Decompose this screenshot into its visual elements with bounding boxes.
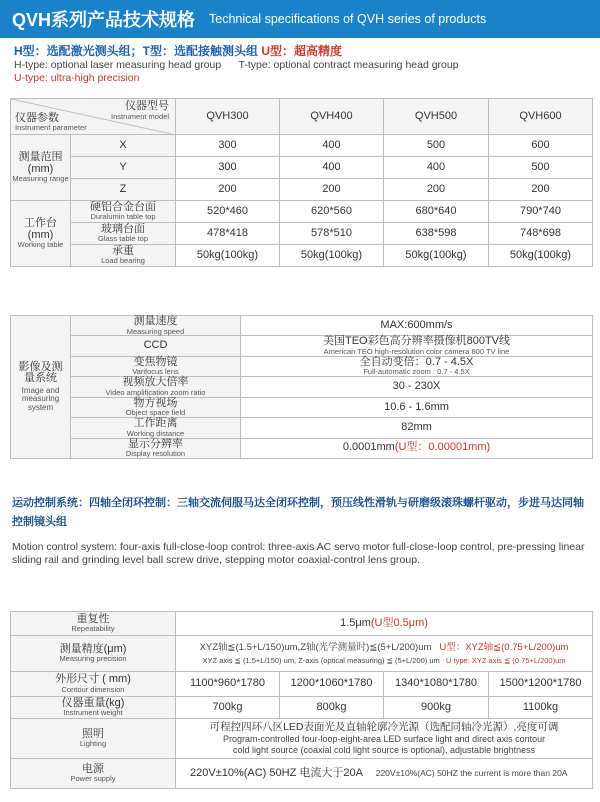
lighting-value [176,719,593,759]
table-row [11,612,593,636]
weight-value: 1100kg [489,697,593,719]
precision-line2: XYZ axis ≦ (1.5+L/150) um, Z-axis (optical measuring) ≦ (5+L/200) um [202,655,440,665]
model-col-header: QVH400 [280,99,384,135]
worktable-value: 578*510 [280,223,384,245]
table-row [11,759,593,789]
value-normal: 1.5μm [340,616,371,629]
type-legend-en-ht: H-type: optional laser measuring head group T-type: optional contract measuring head group [14,59,459,71]
row-label-en: Object space field [125,408,186,418]
general-row-label [11,697,176,719]
worktable-row-label [71,201,176,223]
table-row [11,201,593,223]
header-bar [0,0,600,38]
imaging-value [241,438,593,458]
imaging-value [241,356,593,376]
power-value-en: 220V±10%(AC) 50HZ the current is more than 20A [375,767,568,778]
dimension-value: 1340*1080*1780 [384,672,489,697]
row-label-en: Duralumin table top [90,212,156,222]
table-row [11,672,593,697]
type-legend-cn-ht: H型：选配激光测头组；T型：选配接触测头组 [14,44,258,58]
imaging-value: MAX:600mm/s [241,316,593,336]
precision-line1-u: U型：XYZ轴≦(0.75+L/200)um [439,641,569,653]
worktable-row-label [71,223,176,245]
precision-value [176,636,593,672]
imaging-row-label [71,316,241,336]
row-label-cn: 显示分辨率 [128,437,183,450]
row-label-cn: 玻璃台面 [101,222,145,235]
type-legend-cn-u: U型：超高精度 [261,44,343,58]
row-label-en: Display resolution [125,449,186,459]
range-label-cn: 测量范围 [18,151,63,164]
table-row [11,157,593,179]
model-param-header-cell [11,99,176,135]
param-header-en: Instrument parameter [15,123,87,133]
imaging-label-en: Image and measuring system [21,385,60,412]
worktable-value: 790*740 [489,201,593,223]
worktable-value: 50kg(100kg) [489,245,593,267]
worktable-value: 620*560 [280,201,384,223]
worktable-value: 748*698 [489,223,593,245]
row-label-en: Instrument weight [63,708,123,718]
worktable-group-label [11,201,71,267]
range-value: 600 [489,135,593,157]
weight-value: 900kg [384,697,489,719]
table-row [11,316,593,336]
table-row [11,356,593,376]
row-label-en: Working distance [126,428,185,438]
motion-control-text [12,494,592,567]
row-label-cn: 测量精度(μm) [59,642,127,655]
worktable-value: 50kg(100kg) [176,245,280,267]
spec-table-imaging [10,315,593,459]
table-row [11,377,593,397]
table-row [11,179,593,201]
table-row [11,223,593,245]
type-legend-cn [14,43,594,59]
header-title-cn: QVH系列产品技术规格 [12,10,196,30]
range-value: 400 [280,157,384,179]
range-value: 200 [176,179,280,201]
model-col-header: QVH300 [176,99,280,135]
row-label-cn: 物方视场 [133,396,178,409]
weight-value: 800kg [280,697,384,719]
row-label-en: Load bearing [101,256,145,266]
range-value: 200 [384,179,489,201]
row-label-en: Video amplification zoom ratio [105,387,206,397]
row-label-cn: 视频放大倍率 [122,376,189,389]
value-cn: 美国TEO彩色高分辨率摄像机800TV线 [322,335,511,348]
imaging-value: 30 - 230X [241,377,593,397]
imaging-group-label [11,316,71,459]
row-label-en: Glass table top [97,234,149,244]
row-label-cn: 重复性 [76,612,110,625]
row-label-en: Measuring precision [59,654,127,664]
dimension-value: 1500*1200*1780 [489,672,593,697]
row-label-cn: 测量速度 [133,315,178,327]
imaging-label-cn: 影像及测量系统 [18,360,63,385]
spec-table-models [10,98,593,267]
imaging-row-label [71,377,241,397]
motion-control-cn: 运动控制系统：四轴全闭环控制：三轴交流伺服马达全闭环控制，预压线性滑轨与研磨级滚珠螺杆驱动，步进马达同轴控制镜头组 [12,497,584,528]
precision-line2-u: U type: XYZ axis ≦ (0.75+L/200)um [446,655,566,665]
range-label-unit: (mm) [27,162,54,175]
motion-control-en: Motion control system: four-axis full-close-loop control: three-axis AC servo motor full-close-loop control, pre-pressing linear sliding rail and grinding level ball screw drive, stepping motor coaxial-control lens group. [12,541,585,566]
axis-label: X [71,135,176,157]
worktable-value: 680*640 [384,201,489,223]
row-label-cn: 照明 [82,727,104,740]
table-row [11,245,593,267]
repeatability-value [176,612,593,636]
spec-table-general [10,611,593,789]
model-header-en: Instrument model [111,111,169,121]
axis-label: Z [71,179,176,201]
row-label-cn: 变焦物镜 [133,355,178,368]
worktable-value: 478*418 [176,223,280,245]
value-normal: 0.0001mm [342,441,395,454]
param-header-cn: 仪器参数 [15,111,59,124]
imaging-value: 82mm [241,418,593,438]
imaging-row-label [71,418,241,438]
general-row-label [11,612,176,636]
general-row-label [11,672,176,697]
table-row [11,719,593,759]
row-label-cn: 承重 [112,244,134,257]
model-col-header: QVH500 [384,99,489,135]
worktable-value: 638*598 [384,223,489,245]
range-value: 500 [489,157,593,179]
row-label-en: Measuring speed [126,326,185,336]
table-row [11,636,593,672]
axis-label: Y [71,157,176,179]
row-label-cn: 硬铝合金台面 [90,200,156,213]
lighting-line3: cold light source (coaxial cold light source is optional), adjustable brightness [232,745,536,755]
precision-line1: XYZ轴≦(1.5+L/150)um,Z轴(光学测量时)≦(5+L/200)um [199,641,432,653]
type-legend-en-u: U-type: ultra-high precision [14,72,140,84]
general-row-label [11,759,176,789]
weight-value: 700kg [176,697,280,719]
table-row [11,336,593,356]
imaging-row-label [71,336,241,356]
imaging-row-label [71,397,241,417]
imaging-row-label [71,438,241,458]
row-label-en: Power supply [70,774,116,784]
power-value [176,759,593,789]
row-label-cn: CCD [143,339,168,352]
range-value: 300 [176,135,280,157]
power-value-cn: 220V±10%(AC) 50HZ 电流大于20A [190,766,363,779]
worktable-label-cn: 工作台 [24,217,57,230]
range-value: 300 [176,157,280,179]
value-cn: 全自动变倍：0.7 - 4.5X [359,355,474,368]
row-label-cn: 外形尺寸 ( mm) [55,673,131,686]
worktable-label-unit: (mm) [27,228,54,241]
table-row [11,397,593,417]
row-label-en: Varifocus lens [132,367,179,377]
range-value: 200 [489,179,593,201]
range-group-label [11,135,71,201]
value-u-type: (U型：0.00001mm) [394,441,491,454]
table-row [11,438,593,458]
dimension-value: 1200*1060*1780 [280,672,384,697]
value-en: American TEO high-resolution color camera 800 TV line [323,346,510,356]
table-row [11,135,593,157]
worktable-label-en: Working table [17,240,64,250]
worktable-row-label [71,245,176,267]
worktable-value: 50kg(100kg) [384,245,489,267]
row-label-en: Contour dimension [61,684,125,694]
range-value: 400 [280,135,384,157]
range-value: 200 [280,179,384,201]
range-label-en: Measuring range [12,174,69,184]
imaging-value: 10.6 - 1.6mm [241,397,593,417]
type-legend [14,43,594,85]
row-label-cn: 电源 [82,762,104,775]
worktable-value: 50kg(100kg) [280,245,384,267]
row-label-cn: 仪器重量(kg) [61,696,125,709]
table-row [11,697,593,719]
lighting-line2: Program-controlled four-loop-eight-area LED surface light and direct axis contour [222,734,546,744]
row-label-cn: 工作距离 [133,417,178,430]
model-header-cn: 仪器型号 [125,100,169,112]
row-label-en: Repeatability [71,624,115,634]
imaging-row-label [71,356,241,376]
value-u-type: (U型0.5μm) [370,616,428,629]
header-title-en: Technical specifications of QVH series of products [209,12,487,26]
imaging-value [241,336,593,356]
general-row-label [11,636,176,672]
range-value: 500 [384,135,489,157]
table-row [11,418,593,438]
range-value: 400 [384,157,489,179]
model-col-header: QVH600 [489,99,593,135]
worktable-value: 520*460 [176,201,280,223]
lighting-line1: 可程控四环八区LED表面光及直轴轮廓冷光源（选配同轴冷光源）,亮度可调 [209,721,559,733]
value-en: Full-automatic zoom : 0.7 - 4.5X [363,367,470,377]
general-row-label [11,719,176,759]
dimension-value: 1100*960*1780 [176,672,280,697]
row-label-en: Lighting [79,739,107,749]
